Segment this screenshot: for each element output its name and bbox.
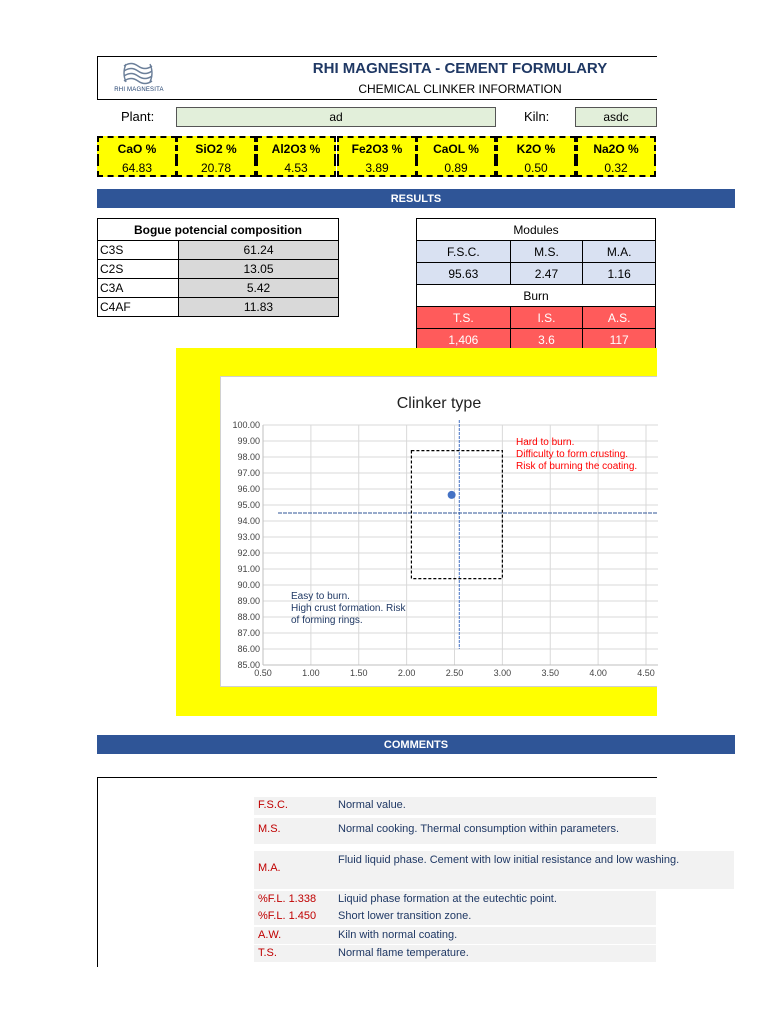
logo-text: RHI MAGNESITA [114, 87, 164, 93]
y-tick-label: 90.00 [237, 580, 260, 590]
module-value: 1.16 [583, 263, 656, 285]
burn-value: 117 [583, 329, 656, 351]
kiln-label: Kiln: [524, 109, 550, 124]
comment-row [254, 927, 656, 944]
comment-row [254, 908, 656, 925]
comment-key: T.S. [258, 947, 277, 959]
comment-text: Normal value. [338, 799, 406, 811]
hard-to-burn-note: Risk of burning the coating. [516, 461, 638, 472]
y-tick-label: 94.00 [237, 516, 260, 526]
y-tick-label: 93.00 [237, 532, 260, 542]
table-row [98, 279, 339, 298]
y-tick-label: 100.00 [232, 420, 260, 430]
results-label: RESULTS [390, 192, 442, 205]
table-row [98, 298, 339, 317]
comment-row [254, 945, 656, 962]
x-tick-label: 3.00 [493, 668, 512, 678]
x-tick-label: 1.50 [349, 668, 368, 678]
table-row [98, 260, 339, 279]
comment-row [254, 818, 656, 844]
bogue-value: 5.42 [179, 279, 339, 298]
x-tick-label: 2.50 [445, 668, 464, 678]
bogue-name: C3A [98, 279, 179, 298]
y-tick-label: 95.00 [237, 500, 260, 510]
modules-title: Modules [417, 219, 656, 241]
y-tick-label: 89.00 [237, 596, 260, 606]
hard-to-burn-note: Difficulty to form crusting. [516, 449, 629, 460]
chart-svg [221, 377, 658, 688]
comment-text: Normal cooking. Thermal consumption within parameters. [338, 823, 620, 835]
comment-key: M.S. [258, 823, 281, 835]
comment-key: F.S.C. [258, 799, 288, 811]
easy-to-burn-note: Easy to burn. [291, 591, 350, 602]
y-tick-label: 98.00 [237, 452, 260, 462]
company-logo [104, 60, 174, 96]
module-value: 2.47 [510, 263, 583, 285]
page-subtitle: CHEMICAL CLINKER INFORMATION [358, 82, 562, 96]
burn-title: Burn [417, 285, 656, 307]
chem-value: 0.50 [496, 160, 576, 177]
y-tick-label: 92.00 [237, 548, 260, 558]
plant-label: Plant: [121, 109, 155, 124]
chem-value: 64.83 [97, 160, 177, 177]
chem-label: Fe2O3 % [337, 136, 417, 160]
y-tick-label: 85.00 [237, 660, 260, 670]
burn-header: T.S. [417, 307, 511, 329]
comment-text: Liquid phase formation at the eutechtic point. [338, 893, 557, 905]
comment-key: %F.L. 1.450 [258, 910, 317, 922]
x-tick-label: 3.50 [541, 668, 560, 678]
comment-row [254, 851, 734, 889]
chem-value: 20.78 [176, 160, 256, 177]
bogue-name: C3S [98, 241, 179, 260]
bogue-name: C2S [98, 260, 179, 279]
bogue-value: 61.24 [179, 241, 339, 260]
hard-to-burn-note: Hard to burn. [516, 437, 575, 448]
comments-label: COMMENTS [383, 738, 449, 751]
module-header: M.A. [583, 241, 656, 263]
bogue-table [97, 218, 339, 317]
comments-banner [97, 735, 735, 754]
comment-key: M.A. [258, 862, 281, 874]
y-tick-label: 97.00 [237, 468, 260, 478]
module-value: 95.63 [417, 263, 511, 285]
chem-value: 0.89 [416, 160, 496, 177]
chart-title: Clinker type [396, 395, 482, 412]
x-tick-label: 1.00 [302, 668, 320, 678]
y-tick-label: 87.00 [237, 628, 260, 638]
table-row [98, 241, 339, 260]
x-tick-label: 4.50 [637, 668, 655, 678]
y-tick-label: 96.00 [237, 484, 260, 494]
module-header: F.S.C. [417, 241, 511, 263]
chem-label: K2O % [496, 136, 576, 160]
chem-value: 0.32 [576, 160, 656, 177]
easy-to-burn-note: of forming rings. [291, 615, 363, 626]
x-tick-label: 0.50 [254, 668, 272, 678]
chem-label: CaOL % [416, 136, 496, 160]
bogue-value: 11.83 [179, 298, 339, 317]
chem-value: 3.89 [337, 160, 417, 177]
y-tick-label: 86.00 [237, 644, 260, 654]
y-tick-label: 99.00 [237, 436, 260, 446]
burn-header: A.S. [583, 307, 656, 329]
comment-key: A.W. [258, 929, 282, 941]
page-title: RHI MAGNESITA - CEMENT FORMULARY [312, 60, 608, 77]
target-zone-box [411, 451, 502, 579]
bogue-name: C4AF [98, 298, 179, 317]
comment-text: Kiln with normal coating. [338, 929, 458, 941]
comment-text: Short lower transition zone. [338, 910, 472, 922]
comment-row [254, 891, 656, 908]
burn-value: 1,406 [417, 329, 511, 351]
logo-mark-icon [104, 60, 174, 88]
clinker-type-chart [220, 376, 657, 687]
comment-key: %F.L. 1.338 [258, 893, 317, 905]
data-point [448, 491, 456, 499]
chem-label: Na2O % [576, 136, 656, 160]
results-banner [97, 189, 735, 208]
easy-to-burn-note: High crust formation. Risk [291, 603, 406, 614]
bogue-value: 13.05 [179, 260, 339, 279]
comment-row [254, 797, 656, 815]
y-tick-label: 91.00 [237, 564, 260, 574]
chem-value: 4.53 [256, 160, 336, 177]
x-tick-label: 4.00 [589, 668, 607, 678]
burn-value: 3.6 [510, 329, 583, 351]
chem-label: CaO % [97, 136, 177, 160]
burn-header: I.S. [510, 307, 583, 329]
modules-table [416, 218, 656, 351]
plant-field[interactable]: ad [176, 107, 496, 127]
comment-text: Normal flame temperature. [338, 947, 469, 959]
comment-text: Fluid liquid phase. Cement with low initial resistance and low washing. [338, 854, 680, 866]
y-tick-label: 88.00 [237, 612, 260, 622]
chem-label: Al2O3 % [256, 136, 336, 160]
chem-label: SiO2 % [176, 136, 256, 160]
x-tick-label: 2.00 [397, 668, 416, 678]
module-header: M.S. [510, 241, 583, 263]
bogue-title: Bogue potencial composition [98, 219, 339, 241]
kiln-field[interactable]: asdc [575, 107, 657, 127]
